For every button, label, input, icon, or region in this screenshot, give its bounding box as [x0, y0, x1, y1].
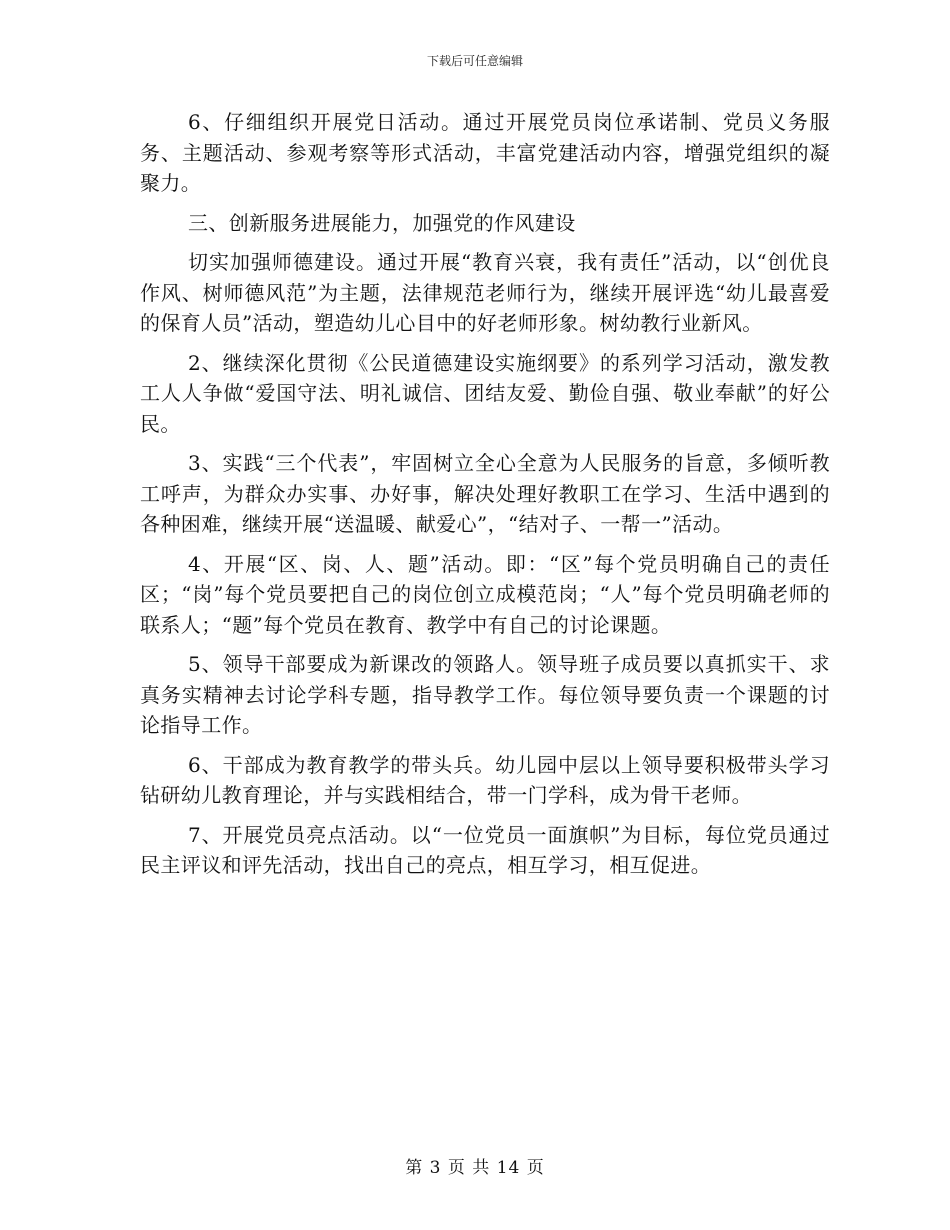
paragraph-item-2: 2、继续深化贯彻《公民道德建设实施纲要》的系列学习活动，激发教工人人争做“爱国守法、明礼诚信、团结友爱、勤俭自强、敬业奉献”的好公民。 — [140, 350, 830, 436]
paragraph-item-4: 4、开展“区、岗、人、题”活动。即：“区”每个党员明确自己的责任区；“岗”每个党员要把自己的岗位创立成模范岗；“人”每个党员明确老师的联系人；“题”每个党员在教育、教学中有自己的讨论课题。 — [140, 551, 830, 637]
document-body — [140, 107, 830, 881]
section-heading-3: 三、创新服务进展能力，加强党的作风建设 — [188, 210, 576, 235]
paragraph-item-6: 6、干部成为教育教学的带头兵。幼儿园中层以上领导要积极带头学习钻研幼儿教育理论，并与实践相结合，带一门学科，成为骨干老师。 — [140, 752, 830, 807]
paragraph-activity-6: 6、仔细组织开展党日活动。通过开展党员岗位承诺制、党员义务服务、主题活动、参观考察等形式活动，丰富党建活动内容，增强党组织的凝聚力。 — [140, 110, 830, 195]
page-number: 第 3 页 共 14 页 — [405, 1158, 545, 1178]
paragraph-teacher-ethics: 切实加强师德建设。通过开展“教育兴衰，我有责任”活动，以“创优良作风、树师德风范”为主题，法律规范老师行为，继续开展评选“幼儿最喜爱的保育人员”活动，塑造幼儿心目中的好老师形象。树幼教行业新风。 — [140, 250, 830, 335]
paragraph-item-5: 5、领导干部要成为新课改的领路人。领导班子成员要以真抓实干、求真务实精神去讨论学科专题，指导教学工作。每位领导要负责一个课题的讨论指导工作。 — [140, 652, 830, 737]
paragraph-item-7: 7、开展党员亮点活动。以“一位党员一面旗帜”为目标，每位党员通过民主评议和评先活动，找出自己的亮点，相互学习，相互促进。 — [140, 822, 830, 877]
paragraph-item-3: 3、实践“三个代表”，牢固树立全心全意为人民服务的旨意，多倾听教工呼声，为群众办实事、办好事，解决处理好教职工在学习、生活中遇到的各种困难，继续开展“送温暖、献爱心”，“结对子、一帮一”活动。 — [140, 451, 830, 536]
header-note: 下载后可任意编辑 — [426, 54, 523, 68]
